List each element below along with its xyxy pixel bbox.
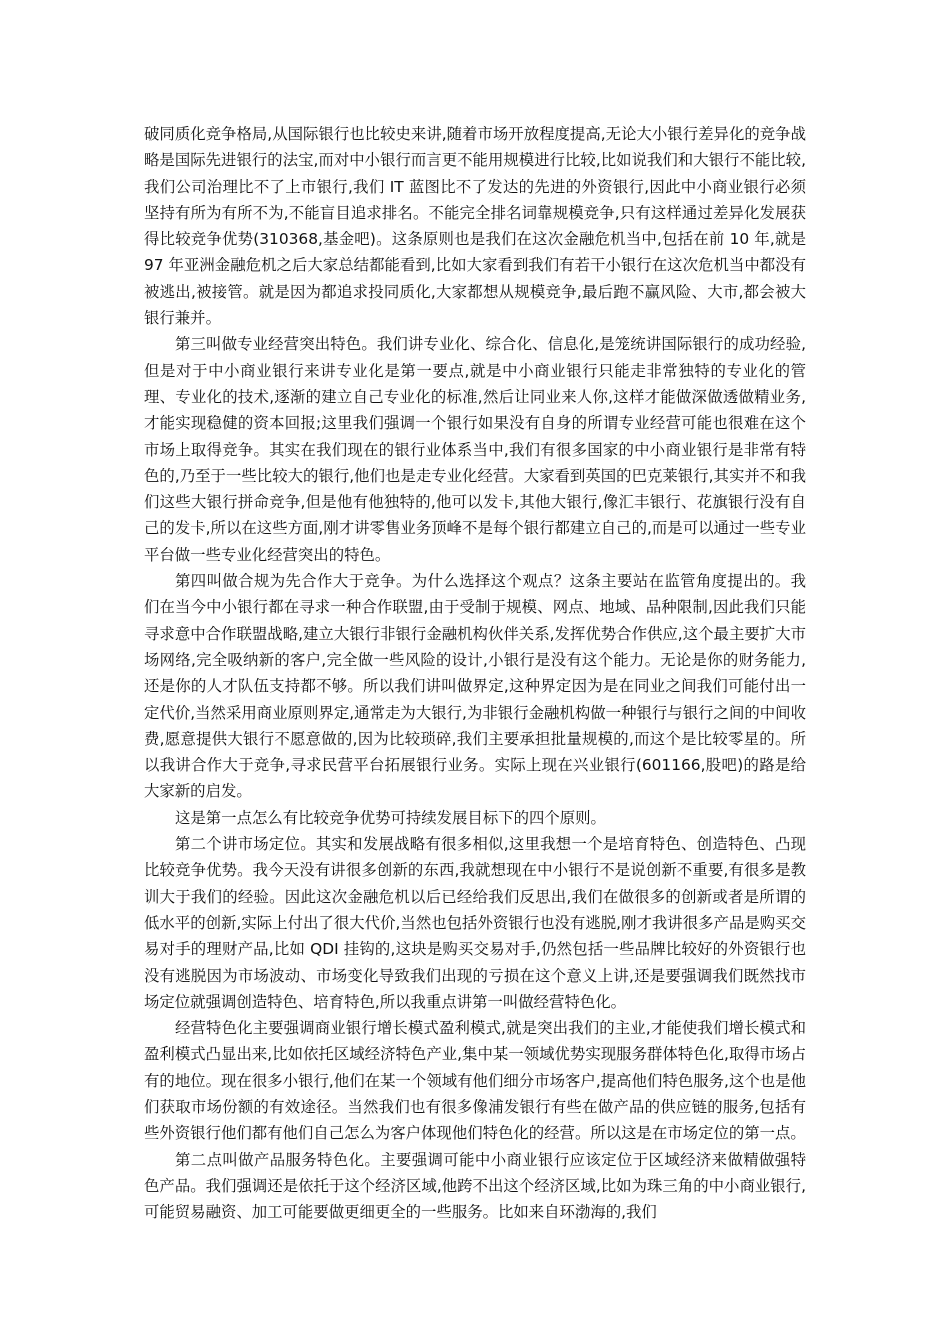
paragraph-4: 这是第一点怎么有比较竞争优势可持续发展目标下的四个原则。 xyxy=(175,808,606,827)
document-page xyxy=(144,121,806,1225)
paragraph-7: 第二点叫做产品服务特色化。主要强调可能中小商业银行应该定位于区域经济来做精做强特色产品。我们强调还是依托于这个经济区域,他跨不出这个经济区域,比如为珠三角的中小商业银行,可能贸易融资、加工可能要做更细更全的一些服务。比如来自环渤海的,我们 xyxy=(144,1150,806,1222)
paragraph-1: 破同质化竞争格局,从国际银行也比较史来讲,随着市场开放程度提高,无论大小银行差异化的竞争战略是国际先进银行的法宝,而对中小银行而言更不能用规模进行比较,比如说我们和大银行不能比较,我们公司治理比不了上市银行,我们 IT 蓝图比不了发达的先进的外资银行,因此中小商业银行必须坚持有所为有所不为,不能盲目追求排名。不能完全排名词靠规模竞争,只有这样通过差异化发展获得比较竞争优势(310368,基金吧)。这条原则也是我们在这次金融危机当中,包括在前 10 年,就是 97 年亚洲金融危机之后大家总结都能看到,比如大家看到我们有若干小银行在这次危机当中都没有被逃出,被接管。就是因为都追求投同质化,大家都想从规模竞争,最后跑不赢风险、大市,都会被大银行兼并。 xyxy=(144,125,806,328)
paragraph-5: 第二个讲市场定位。其实和发展战略有很多相似,这里我想一个是培育特色、创造特色、凸现比较竞争优势。我今天没有讲很多创新的东西,我就想现在中小银行不是说创新不重要,有很多是教训大于我们的经验。因此这次金融危机以后已经给我们反思出,我们在做很多的创新或者是所谓的低水平的创新,实际上付出了很大代价,当然也包括外资银行也没有逃脱,刚才我讲很多产品是购买交易对手的理财产品,比如 QDI 挂钩的,这块是购买交易对手,仍然包括一些品牌比较好的外资银行也没有逃脱因为市场波动、市场变化导致我们出现的亏损在这个意义上讲,还是要强调我们既然找市场定位就强调创造特色、培育特色,所以我重点讲第一叫做经营特色化。 xyxy=(144,835,806,1011)
paragraph-2: 第三叫做专业经营突出特色。我们讲专业化、综合化、信息化,是笼统讲国际银行的成功经验,但是对于中小商业银行来讲专业化是第一要点,就是中小商业银行只能走非常独特的专业化的管理、专业化的技术,逐渐的建立自己专业化的标准,然后让同业来人你,这样才能做深做透做精业务,才能实现稳健的资本回报;这里我们强调一个银行如果没有自身的所谓专业经营可能也很难在这个市场上取得竞争。其实在我们现在的银行业体系当中,我们有很多国家的中小商业银行是非常有特色的,乃至于一些比较大的银行,他们也是走专业化经营。大家看到英国的巴克莱银行,其实并不和我们这些大银行拼命竞争,但是他有他独特的,他可以发卡,其他大银行,像汇丰银行、花旗银行没有自己的发卡,所以在这些方面,刚才讲零售业务顶峰不是每个银行都建立自己的,而是可以通过一些专业平台做一些专业化经营突出的特色。 xyxy=(144,335,806,564)
paragraph-6: 经营特色化主要强调商业银行增长模式盈利模式,就是突出我们的主业,才能使我们增长模式和盈利模式凸显出来,比如依托区域经济特色产业,集中某一领域优势实现服务群体特色化,取得市场占有的地位。现在很多小银行,他们在某一个领域有他们细分市场客户,提高他们特色服务,这个也是他们获取市场份额的有效途径。当然我们也有很多像浦发银行有些在做产品的供应链的服务,包括有些外资银行他们都有他们自己怎么为客户体现他们特色化的经营。所以这是在市场定位的第一点。 xyxy=(144,1019,806,1143)
paragraph-3: 第四叫做合规为先合作大于竞争。为什么选择这个观点？这条主要站在监管角度提出的。我们在当今中小银行都在寻求一种合作联盟,由于受制于规模、网点、地域、品种限制,因此我们只能寻求意中合作联盟战略,建立大银行非银行金融机构伙伴关系,发挥优势合作供应,这个最主要扩大市场网络,完全吸纳新的客户,完全做一些风险的设计,小银行是没有这个能力。无论是你的财务能力,还是你的人才队伍支持都不够。所以我们讲叫做界定,这种界定因为是在同业之间我们可能付出一定代价,当然采用商业原则界定,通常走为大银行,为非银行金融机构做一种银行与银行之间的中间收费,愿意提供大银行不愿意做的,因为比较琐碎,我们主要承担批量规模的,而这个是比较零星的。所以我讲合作大于竞争,寻求民营平台拓展银行业务。实际上现在兴业银行(601166,股吧)的路是给大家新的启发。 xyxy=(144,572,806,801)
